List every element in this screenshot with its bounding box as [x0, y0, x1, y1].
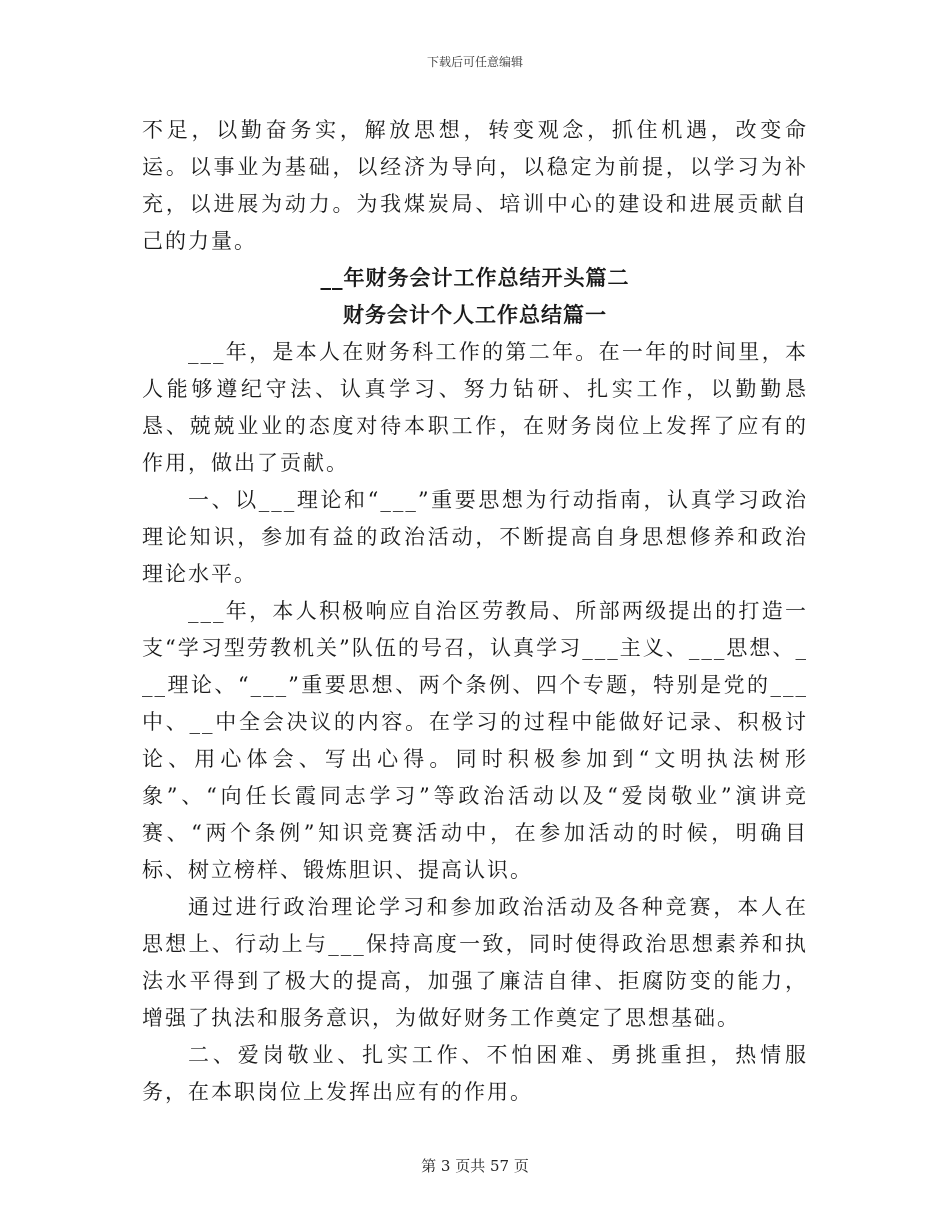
paragraph: ___年，本人积极响应自治区劳教局、所部两级提出的打造一支“学习型劳教机关”队伍的号召，认真学习___主义、___思想、___理论、“___”重要思想、两个条例、四个专题，特别是党的___中、__中全会决议的内容。在学习的过程中能做好记录、积极讨论、用心体会、写出心得。同时积极参加到“文明执法树形象”、“向任长霞同志学习”等政治活动以及“爱岗敬业”演讲竞赛、“两个条例”知识竞赛活动中，在参加活动的时候，明确目标、树立榜样、锻炼胆识、提高认识。 — [142, 599, 808, 882]
page-number: 第 3 页共 57 页 — [421, 1157, 529, 1175]
paragraph: 通过进行政治理论学习和参加政治活动及各种竞赛，本人在思想上、行动上与___保持高度一致，同时使得政治思想素养和执法水平得到了极大的提高，加强了廉洁自律、拒腐防变的能力，增强了执法和服务意识，为做好财务工作奠定了思想基础。 — [142, 895, 808, 1030]
section-heading: __年财务会计工作总结开头篇二 — [320, 266, 630, 290]
paragraph-continuation: 不足，以勤奋务实，解放思想，转变观念，抓住机遇，改变命运。以事业为基础，以经济为导向，以稳定为前提，以学习为补充，以进展为动力。为我煤炭局、培训中心的建设和进展贡献自己的力量。 — [142, 118, 808, 253]
paragraph: ___年，是本人在财务科工作的第二年。在一年的时间里，本人能够遵纪守法、认真学习、努力钻研、扎实工作，以勤勤恳恳、兢兢业业的态度对待本职工作，在财务岗位上发挥了应有的作用，做出了贡献。 — [142, 340, 808, 475]
subsection-heading: 财务会计个人工作总结篇一 — [343, 303, 607, 327]
paragraph: 一、以___理论和“___”重要思想为行动指南，认真学习政治理论知识，参加有益的政治活动，不断提高自身思想修养和政治理论水平。 — [142, 488, 808, 586]
paragraph: 二、爱岗敬业、扎实工作、不怕困难、勇挑重担，热情服务，在本职岗位上发挥出应有的作用。 — [142, 1043, 808, 1104]
page-header: 下载后可任意编辑 — [426, 55, 523, 69]
document-body — [142, 112, 808, 1111]
